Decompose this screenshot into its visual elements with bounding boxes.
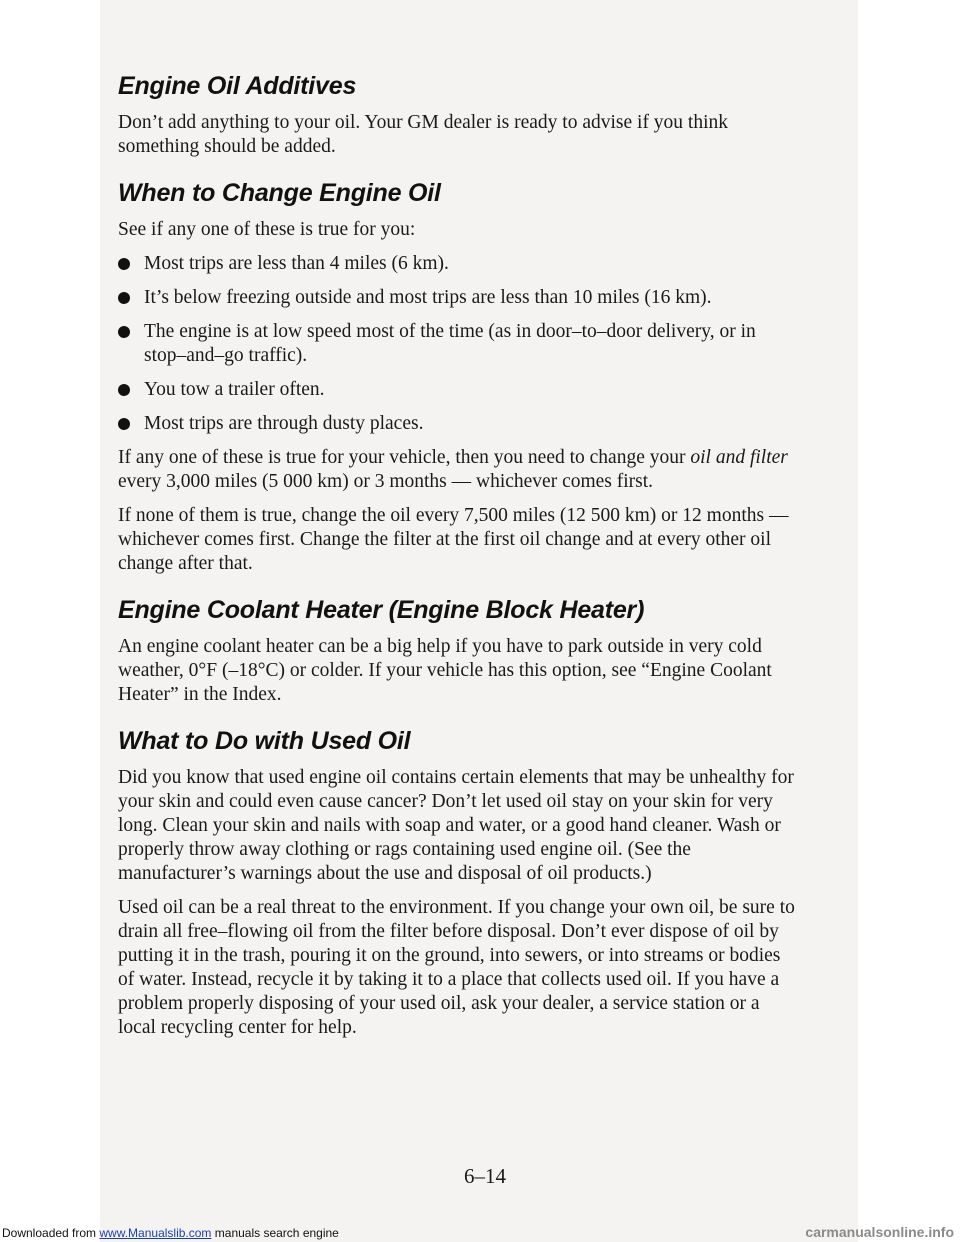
para-coolant: An engine coolant heater can be a big help if you have to park outside in very cold weather, 0°F (–18°C) or colder. If your vehicle has this option, see “Engine Coolant Heater” in the Index. (118, 636, 772, 705)
heading-additives: Engine Oil Additives (118, 72, 357, 100)
download-footer (0, 1224, 960, 1242)
list-item (118, 252, 798, 276)
footer-suffix: manuals search engine (211, 1226, 339, 1240)
bullet-icon (118, 292, 130, 304)
para-change-interval-b: every 3,000 miles (5 000 km) or 3 months — whichever comes first. (118, 471, 654, 492)
list-item (118, 286, 798, 310)
heading-used-oil: What to Do with Used Oil (118, 727, 411, 755)
bullet-icon (118, 258, 130, 270)
section-coolant (118, 596, 798, 707)
para-change-intro: See if any one of these is true for you: (118, 219, 416, 240)
list-item-text: Most trips are through dusty places. (144, 413, 424, 434)
para-used-oil-1: Did you know that used engine oil contains certain elements that may be unhealthy for your skin and could even cause cancer? Don’t let used oil stay on your skin for very long. Clean your skin and nails with soap and water, or a good hand cleaner. Wash or properly throw away clothing or rags containing used engine oil. (See the manufacturer’s warnings about the use and disposal of oil products.) (118, 767, 794, 884)
bullet-icon (118, 326, 130, 338)
list-item-text: It’s below freezing outside and most trips are less than 10 miles (16 km). (144, 287, 712, 308)
watermark: carmanualsonline.info (805, 1224, 954, 1240)
list-item-text: The engine is at low speed most of the time (as in door–to–door delivery, or in stop–and–go traffic). (144, 321, 756, 366)
list-item (118, 320, 798, 368)
para-used-oil-2: Used oil can be a real threat to the environment. If you change your own oil, be sure to drain all free–flowing oil from the filter before disposal. Don’t ever dispose of oil by putting it in the trash, pouring it on the ground, into sewers, or into streams or bodies of water. Instead, recycle it by taking it to a place that collects used oil. If you have a problem properly disposing of your used oil, ask your dealer, a service station or a local recycling center for help. (118, 897, 795, 1038)
list-item (118, 412, 798, 436)
heading-coolant-heater: Engine Coolant Heater (Engine Block Heater) (118, 596, 645, 624)
para-change-interval (118, 446, 798, 494)
bullet-icon (118, 418, 130, 430)
para-change-normal: If none of them is true, change the oil every 7,500 miles (12 500 km) or 12 months — whichever comes first. Change the filter at the first oil change and at every other oil change after that. (118, 505, 789, 574)
footer-source (2, 1226, 339, 1240)
list-item-text: You tow a trailer often. (144, 379, 325, 400)
bullet-icon (118, 384, 130, 396)
list-item-text: Most trips are less than 4 miles (6 km). (144, 253, 449, 274)
section-additives (118, 72, 798, 159)
page-number: 6–14 (464, 1164, 506, 1188)
para-additives: Don’t add anything to your oil. Your GM dealer is ready to advise if you think something should be added. (118, 112, 729, 157)
footer-prefix: Downloaded from (2, 1226, 100, 1240)
section-used-oil (118, 727, 798, 1040)
page-content (118, 72, 798, 1060)
para-change-interval-em: oil and filter (690, 447, 788, 468)
list-item (118, 378, 798, 402)
section-change (118, 179, 798, 576)
manualslib-link[interactable]: www.Manualslib.com (99, 1226, 212, 1240)
para-change-interval-a: If any one of these is true for your vehicle, then you need to change your (118, 447, 691, 468)
heading-change-oil: When to Change Engine Oil (118, 179, 441, 207)
conditions-list (118, 252, 798, 436)
